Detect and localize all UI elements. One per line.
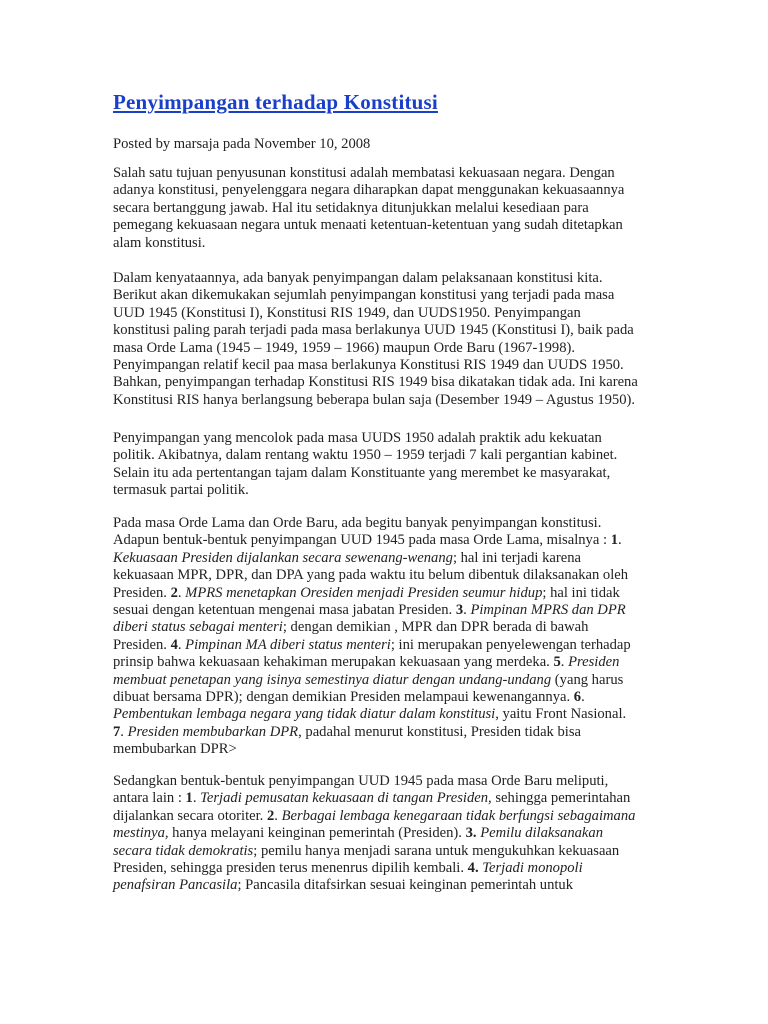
list-number: 7 bbox=[113, 723, 121, 740]
text-line: masa Orde Lama (1945 – 1949, 1959 – 1966) maupun Orde Baru (1967-1998). bbox=[113, 339, 576, 356]
text-line: pemegang kekuasaan negara untuk menaati ketentuan-ketentuan yang sudah ditetapkan bbox=[113, 217, 623, 234]
text-line: Bahkan, penyimpangan terhadap Konstitusi RIS 1949 bisa dikatakan tidak ada. Ini karena bbox=[113, 374, 638, 391]
text-run: Presiden. bbox=[113, 636, 171, 653]
text-run: . bbox=[617, 532, 622, 549]
text-run: . bbox=[177, 584, 186, 601]
emphasis-text: Berbagai lembaga kenegaraan tidak berfungsi sebagaimana bbox=[281, 807, 636, 824]
text-run: Presiden. bbox=[113, 584, 171, 601]
text-line: konstitusi paling parah terjadi pada masa berlakunya UUD 1945 (Konstitusi I), baik pada bbox=[113, 322, 634, 339]
paragraph-1 bbox=[113, 165, 673, 252]
emphasis-text: mestinya, bbox=[113, 825, 169, 842]
text-run: dijalankan secara otoriter. bbox=[113, 807, 267, 824]
text-run: ; Pancasila ditafsirkan sesuai keinginan pemerintah untuk bbox=[237, 877, 574, 894]
text-run: . bbox=[560, 654, 569, 671]
text-run: Presiden, sehingga presiden terus menenrus dipilih kembali. bbox=[113, 859, 468, 876]
article-title-link[interactable]: Penyimpangan terhadap Konstitusi bbox=[113, 90, 438, 114]
emphasis-text: Terjadi monopoli bbox=[482, 859, 583, 876]
text-line: Selain itu ada pertentangan tajam dalam Konstituante yang merembet ke masyarakat, bbox=[113, 464, 611, 481]
emphasis-text: Pemilu dilaksanakan bbox=[480, 825, 603, 842]
text-run: , yaitu Front Nasional. bbox=[495, 706, 627, 723]
text-line bbox=[113, 619, 673, 636]
text-line: adanya konstitusi, penyelenggara negara diharapkan dapat menggunakan kekuasaannya bbox=[113, 182, 625, 199]
paragraph-5 bbox=[113, 773, 673, 895]
text-line bbox=[113, 602, 673, 619]
text-run: (yang harus bbox=[551, 671, 624, 688]
text-line bbox=[113, 654, 673, 671]
text-line bbox=[113, 585, 673, 602]
list-number: 1 bbox=[610, 532, 618, 549]
text-line bbox=[113, 843, 673, 860]
list-number: 4. bbox=[467, 859, 479, 876]
emphasis-text: Pimpinan MA diberi status menteri bbox=[185, 636, 391, 653]
text-run: Adapun bentuk-bentuk penyimpangan UUD 1945 pada masa Orde Lama, misalnya : bbox=[113, 532, 611, 549]
text-line: Konstitusi RIS hanya berlangsung beberapa bulan saja (Desember 1949 – Agustus 1950). bbox=[113, 391, 636, 408]
post-meta: Posted by marsaja pada November 10, 2008 bbox=[113, 136, 371, 152]
text-line bbox=[113, 741, 673, 758]
list-number: 2 bbox=[170, 584, 178, 601]
text-run: . bbox=[463, 601, 471, 618]
text-line: Salah satu tujuan penyusunan konstitusi adalah membatasi kekuasaan negara. Dengan bbox=[113, 165, 615, 181]
emphasis-text: secara tidak demokratis bbox=[113, 842, 254, 859]
text-run: hanya melayani keinginan pemerintah (Presiden). bbox=[168, 825, 466, 842]
text-line: Penyimpangan yang mencolok pada masa UUDS 1950 adalah praktik adu kekuatan bbox=[113, 430, 602, 446]
list-number: 4 bbox=[170, 636, 178, 653]
list-number: 3 bbox=[455, 601, 464, 618]
emphasis-text: MPRS menetapkan Oresiden menjadi Presiden seumur hidup bbox=[185, 584, 543, 601]
emphasis-text: Pembentukan lembaga negara yang tidak diatur dalam konstitusi bbox=[113, 706, 496, 723]
text-line bbox=[113, 550, 673, 567]
text-run: ; hal ini tidak bbox=[542, 584, 620, 601]
text-run: antara lain : bbox=[113, 790, 186, 807]
text-run: . bbox=[274, 807, 282, 824]
text-line bbox=[113, 790, 673, 807]
text-line bbox=[113, 637, 673, 654]
text-run: dibuat bersama DPR); dengan demikian Presiden melampaui kewenangannya. bbox=[113, 688, 574, 705]
emphasis-text: Presiden bbox=[568, 654, 620, 671]
emphasis-text: Kekuasaan Presiden dijalankan secara sewenang-wenang bbox=[113, 549, 453, 566]
text-line bbox=[113, 724, 673, 741]
text-line bbox=[113, 706, 673, 723]
text-line bbox=[113, 773, 673, 790]
list-number: 2 bbox=[266, 807, 275, 824]
text-run: Sedangkan bentuk-bentuk penyimpangan UUD 1945 pada masa Orde Baru meliputi, bbox=[113, 773, 609, 789]
text-run: ; pemilu hanya menjadi sarana untuk mengukuhkan kekuasaan bbox=[253, 842, 620, 859]
text-run: ; dengan demikian , MPR dan DPR berada di bawah bbox=[282, 619, 589, 636]
text-line bbox=[113, 689, 673, 706]
text-run: sehingga pemerintahan bbox=[491, 790, 631, 807]
text-line: termasuk partai politik. bbox=[113, 482, 249, 499]
text-line bbox=[113, 825, 673, 842]
text-run: membubarkan DPR> bbox=[113, 741, 237, 758]
text-line bbox=[113, 877, 673, 894]
paragraph-3 bbox=[113, 430, 673, 500]
text-line: Berikut akan dikemukakan sejumlah penyimpangan konstitusi yang terjadi pada masa bbox=[113, 287, 615, 304]
emphasis-text: Pimpinan MPRS dan DPR bbox=[470, 601, 626, 618]
text-line bbox=[113, 567, 673, 584]
emphasis-text: Presiden membubarkan DPR bbox=[127, 723, 299, 740]
text-run: ; ini merupakan penyelewengan terhadap bbox=[390, 636, 631, 653]
emphasis-text: Terjadi pemusatan kekuasaan di tangan Presiden, bbox=[200, 790, 492, 807]
text-run: . bbox=[177, 636, 186, 653]
text-line: secara bertanggung jawab. Hal itu setidaknya ditunjukkan melalui kesediaan para bbox=[113, 199, 589, 216]
text-run: . bbox=[192, 790, 201, 807]
text-line bbox=[113, 860, 673, 877]
text-line bbox=[113, 672, 673, 689]
text-line: Dalam kenyataannya, ada banyak penyimpangan dalam pelaksanaan konstitusi kita. bbox=[113, 270, 603, 286]
text-line: Penyimpangan relatif kecil paa masa berlakunya Konstitusi RIS 1949 dan UUDS 1950. bbox=[113, 356, 624, 373]
emphasis-text: diberi status sebagai menteri bbox=[113, 619, 283, 636]
paragraph-2 bbox=[113, 270, 673, 409]
text-run: , padahal menurut konstitusi, Presiden tidak bisa bbox=[298, 723, 582, 740]
emphasis-text: penafsiran Pancasila bbox=[113, 877, 238, 894]
list-number: 6 bbox=[573, 688, 582, 705]
paragraph-4 bbox=[113, 515, 673, 758]
emphasis-text: membuat penetapan yang isinya semestinya diatur dengan undang-undang bbox=[113, 671, 552, 688]
text-run: . bbox=[581, 688, 585, 705]
text-run: prinsip bahwa kekuasaan kehakiman merupakan kekuasaan yang merdeka. bbox=[113, 654, 554, 671]
list-number: 3. bbox=[465, 825, 477, 842]
text-line bbox=[113, 808, 673, 825]
text-line: alam konstitusi. bbox=[113, 234, 206, 251]
text-run: sesuai dengan ketentuan mengenai masa jabatan Presiden. bbox=[113, 601, 456, 618]
text-run: ; hal ini terjadi karena bbox=[452, 549, 581, 566]
text-line: politik. Akibatnya, dalam rentang waktu 1950 – 1959 terjadi 7 kali pergantian kabinet. bbox=[113, 447, 618, 464]
text-run: . bbox=[120, 723, 128, 740]
text-line: UUD 1945 (Konstitusi I), Konstitusi RIS 1949, dan UUDS1950. Penyimpangan bbox=[113, 304, 581, 321]
text-run: kekuasaan MPR, DPR, dan DPA yang pada waktu itu belum dibentuk dilaksanakan oleh bbox=[113, 567, 629, 584]
list-number: 1 bbox=[185, 790, 193, 807]
text-line bbox=[113, 515, 673, 532]
text-line bbox=[113, 532, 673, 549]
text-run: Pada masa Orde Lama dan Orde Baru, ada begitu banyak penyimpangan konstitusi. bbox=[113, 515, 602, 531]
list-number: 5 bbox=[553, 654, 561, 671]
